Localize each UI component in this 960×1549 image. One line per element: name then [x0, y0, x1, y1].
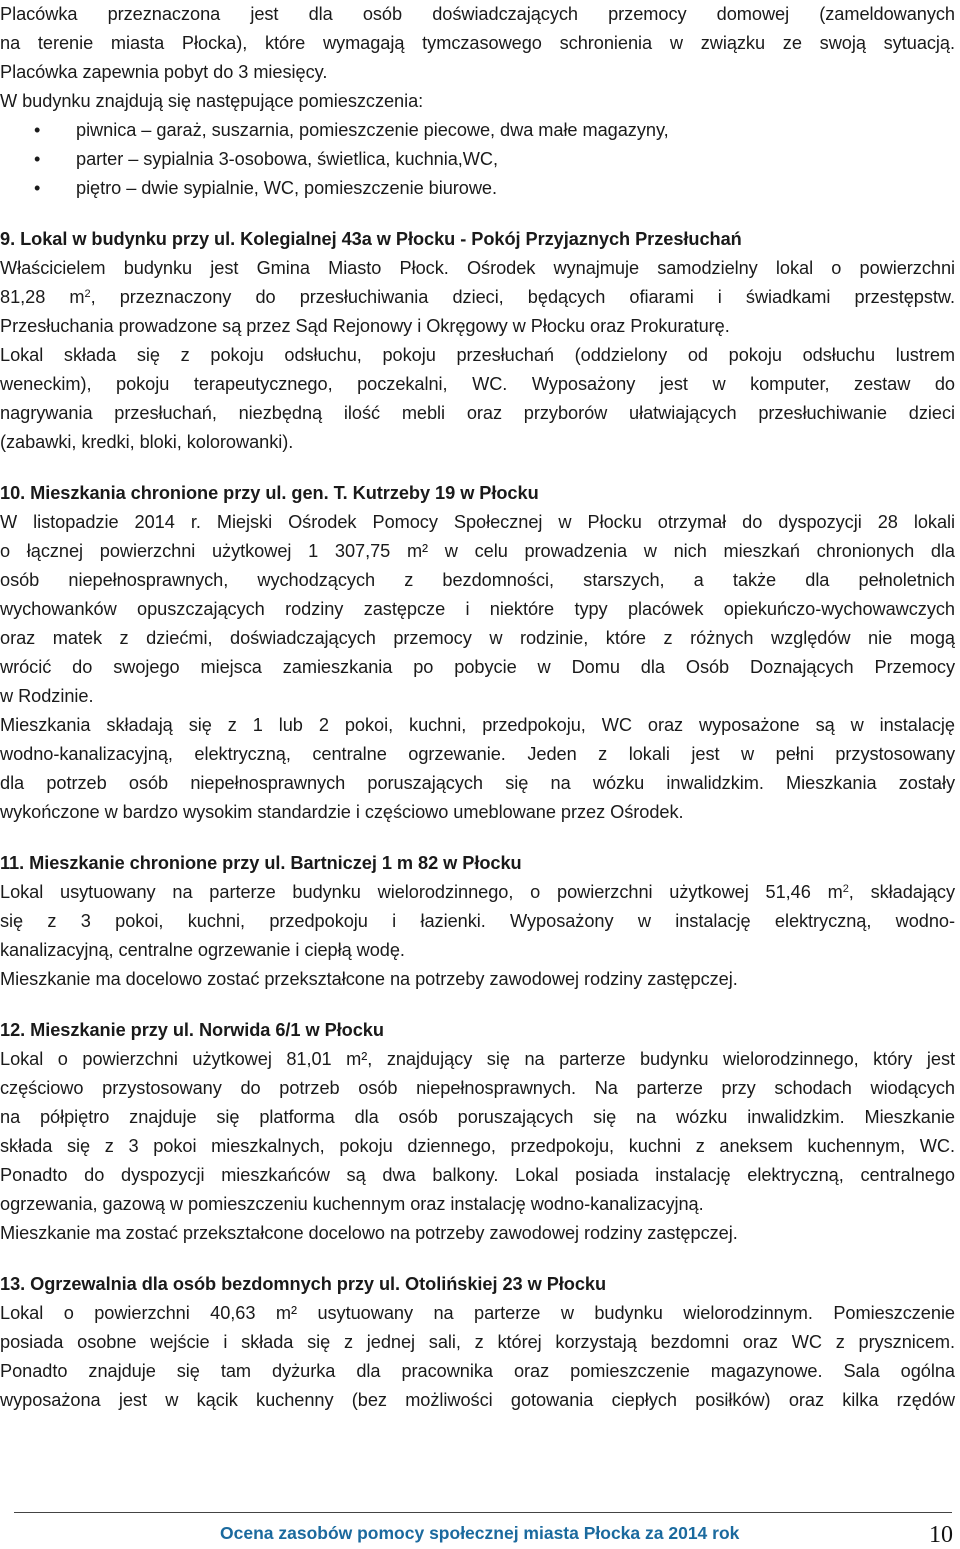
paragraph-line: oraz matek z dziećmi, doświadczających przemocy w rodzinie, które z różnych względów nie mogą	[0, 628, 955, 648]
paragraph-text: Lokal usytuowany na parterze budynku wielorodzinnego, o powierzchni użytkowej 51,46 m	[0, 882, 843, 902]
section-heading: 9. Lokal w budynku przy ul. Kolegialnej 43a w Płocku - Pokój Przyjaznych Przesłuchań	[0, 229, 742, 249]
superscript: 2	[842, 882, 849, 895]
footer-title: Ocena zasobów pomocy społecznej miasta Płocka za 2014 rok	[220, 1523, 740, 1543]
area-value: 81,28 m	[0, 287, 85, 307]
page-number: 10	[929, 1522, 953, 1548]
paragraph-line: w Rodzinie.	[0, 686, 94, 706]
paragraph-line: wrócić do swojego miejsca zamieszkania po pobycie w Domu dla Osób Doznających Przemocy	[0, 657, 955, 677]
paragraph-line: W listopadzie 2014 r. Miejski Ośrodek Pomocy Społecznej w Płocku otrzymał do dyspozycji 28 lokali	[0, 512, 955, 532]
superscript: 2	[84, 287, 91, 300]
list-item	[0, 145, 955, 174]
paragraph-line: wodno-kanalizacyjną, elektryczną, centralne ogrzewanie. Jeden z lokali jest w pełni przystosowany	[0, 744, 955, 764]
paragraph-line: o łącznej powierzchni użytkowej 1 307,75 m² w celu prowadzenia w nich mieszkań chronionych dla	[0, 541, 955, 561]
list-item	[0, 116, 955, 145]
section-11	[0, 849, 955, 994]
paragraph-line: częściowo przystosowany do potrzeb osób niepełnosprawnych. Na parterze przy schodach wiodących	[0, 1078, 955, 1098]
paragraph-line: Mieszkania składają się z 1 lub 2 pokoi, kuchni, przedpokoju, WC oraz wyposażone są w instalację	[0, 715, 955, 735]
paragraph-line: na półpiętro znajduje się platforma dla osób poruszających się na wózku inwalidzkim. Mieszkanie	[0, 1107, 955, 1127]
list-item-text: parter – sypialnia 3-osobowa, świetlica, kuchnia,WC,	[76, 149, 498, 169]
paragraph-line: Placówka przeznaczona jest dla osób doświadczających przemocy domowej (zameldowanych	[0, 4, 955, 24]
paragraph-line: Przesłuchania prowadzone są przez Sąd Rejonowy i Okręgowy w Płocku oraz Prokuraturę.	[0, 316, 730, 336]
section-heading: 11. Mieszkanie chronione przy ul. Bartniczej 1 m 82 w Płocku	[0, 853, 522, 873]
paragraph-line: Mieszkanie ma zostać przekształcone docelowo na potrzeby zawodowej rodziny zastępczej.	[0, 1223, 738, 1243]
paragraph-line: się z 3 pokoi, kuchni, przedpokoju i łazienki. Wyposażony w instalację elektryczną, wodno-	[0, 911, 955, 931]
section-9	[0, 225, 955, 457]
footer-divider	[14, 1512, 952, 1513]
paragraph-line: wykończone w bardzo wysokim standardzie i częściowo umeblowane przez Ośrodek.	[0, 802, 684, 822]
rooms-bullet-list	[0, 116, 955, 203]
paragraph-text: , przeznaczony do przesłuchiwania dzieci, będących ofiarami i świadkami przestępstw.	[90, 287, 955, 307]
list-item-text: piwnica – garaż, suszarnia, pomieszczenie piecowe, dwa małe magazyny,	[76, 120, 669, 140]
section-heading: 12. Mieszkanie przy ul. Norwida 6/1 w Płocku	[0, 1020, 384, 1040]
section-heading: 13. Ogrzewalnia dla osób bezdomnych przy ul. Otolińskiej 23 w Płocku	[0, 1274, 607, 1294]
section-8-body	[0, 0, 955, 203]
paragraph-line: Ponadto do dyspozycji mieszkańców są dwa balkony. Lokal posiada instalację elektryczną, centralnego	[0, 1165, 955, 1185]
paragraph-line: Placówka zapewnia pobyt do 3 miesięcy.	[0, 62, 328, 82]
paragraph-line	[0, 283, 955, 312]
paragraph-line: weneckim), pokoju terapeutycznego, poczekalni, WC. Wyposażony jest w komputer, zestaw do	[0, 374, 955, 394]
paragraph-line: Lokal składa się z pokoju odsłuchu, pokoju przesłuchań (oddzielony od pokoju odsłuchu lustrem	[0, 345, 955, 365]
section-heading: 10. Mieszkania chronione przy ul. gen. T. Kutrzeby 19 w Płocku	[0, 483, 539, 503]
paragraph-line	[0, 878, 955, 907]
section-13	[0, 1270, 955, 1415]
paragraph-line: składa się z 3 pokoi mieszkalnych, pokoju dziennego, przedpokoju, kuchni z aneksem kuchennym, WC.	[0, 1136, 955, 1156]
paragraph-line: wychowanków opuszczających rodziny zastępcze i niektóre typy placówek opiekuńczo-wychowawczych	[0, 599, 955, 619]
paragraph-line: Lokal o powierzchni użytkowej 81,01 m², znajdujący się na parterze budynku wielorodzinnego, który jest	[0, 1049, 955, 1069]
paragraph-text: , składający	[848, 882, 955, 902]
list-item	[0, 174, 955, 203]
paragraph-line: na terenie miasta Płocka), które wymagają tymczasowego schronienia w związku ze swoją sytuacją.	[0, 33, 955, 53]
paragraph-line: posiada osobne wejście i składa się z jednej sali, z której korzystają bezdomni oraz WC z prysznicem.	[0, 1332, 955, 1352]
paragraph-line: W budynku znajdują się następujące pomieszczenia:	[0, 91, 424, 111]
paragraph-line: wyposażona jest w kącik kuchenny (bez możliwości gotowania ciepłych posiłków) oraz kilka rzędów	[0, 1390, 955, 1410]
paragraph-line: (zabawki, kredki, bloki, kolorowanki).	[0, 432, 294, 452]
list-item-text: piętro – dwie sypialnie, WC, pomieszczenie biurowe.	[76, 178, 498, 198]
bullet-icon: •	[34, 120, 41, 140]
bullet-icon: •	[34, 178, 41, 198]
paragraph-line: ogrzewania, gazową w pomieszczeniu kuchennym oraz instalację wodno-kanalizacyjną.	[0, 1194, 704, 1214]
section-12	[0, 1016, 955, 1248]
paragraph-line: Mieszkanie ma docelowo zostać przekształcone na potrzeby zawodowej rodziny zastępczej.	[0, 969, 738, 989]
paragraph-line: dla potrzeb osób niepełnosprawnych poruszających się na wózku inwalidzkim. Mieszkania zostały	[0, 773, 955, 793]
paragraph-line: Właścicielem budynku jest Gmina Miasto Płock. Ośrodek wynajmuje samodzielny lokal o powierzchni	[0, 258, 955, 278]
paragraph-line: nagrywania przesłuchań, niezbędną ilość mebli oraz przyborów ułatwiających przesłuchiwanie dzieci	[0, 403, 955, 423]
bullet-icon: •	[34, 149, 41, 169]
section-10	[0, 479, 955, 827]
paragraph-line: kanalizacyjną, centralne ogrzewanie i ciepłą wodę.	[0, 940, 405, 960]
paragraph-line: osób niepełnosprawnych, wychodzących z bezdomności, starszych, a także dla pełnoletnich	[0, 570, 955, 590]
paragraph-line: Lokal o powierzchni 40,63 m² usytuowany na parterze w budynku wielorodzinnym. Pomieszczenie	[0, 1303, 955, 1323]
paragraph-line: Ponadto znajduje się tam dyżurka dla pracownika oraz pomieszczenie magazynowe. Sala ogólna	[0, 1361, 955, 1381]
